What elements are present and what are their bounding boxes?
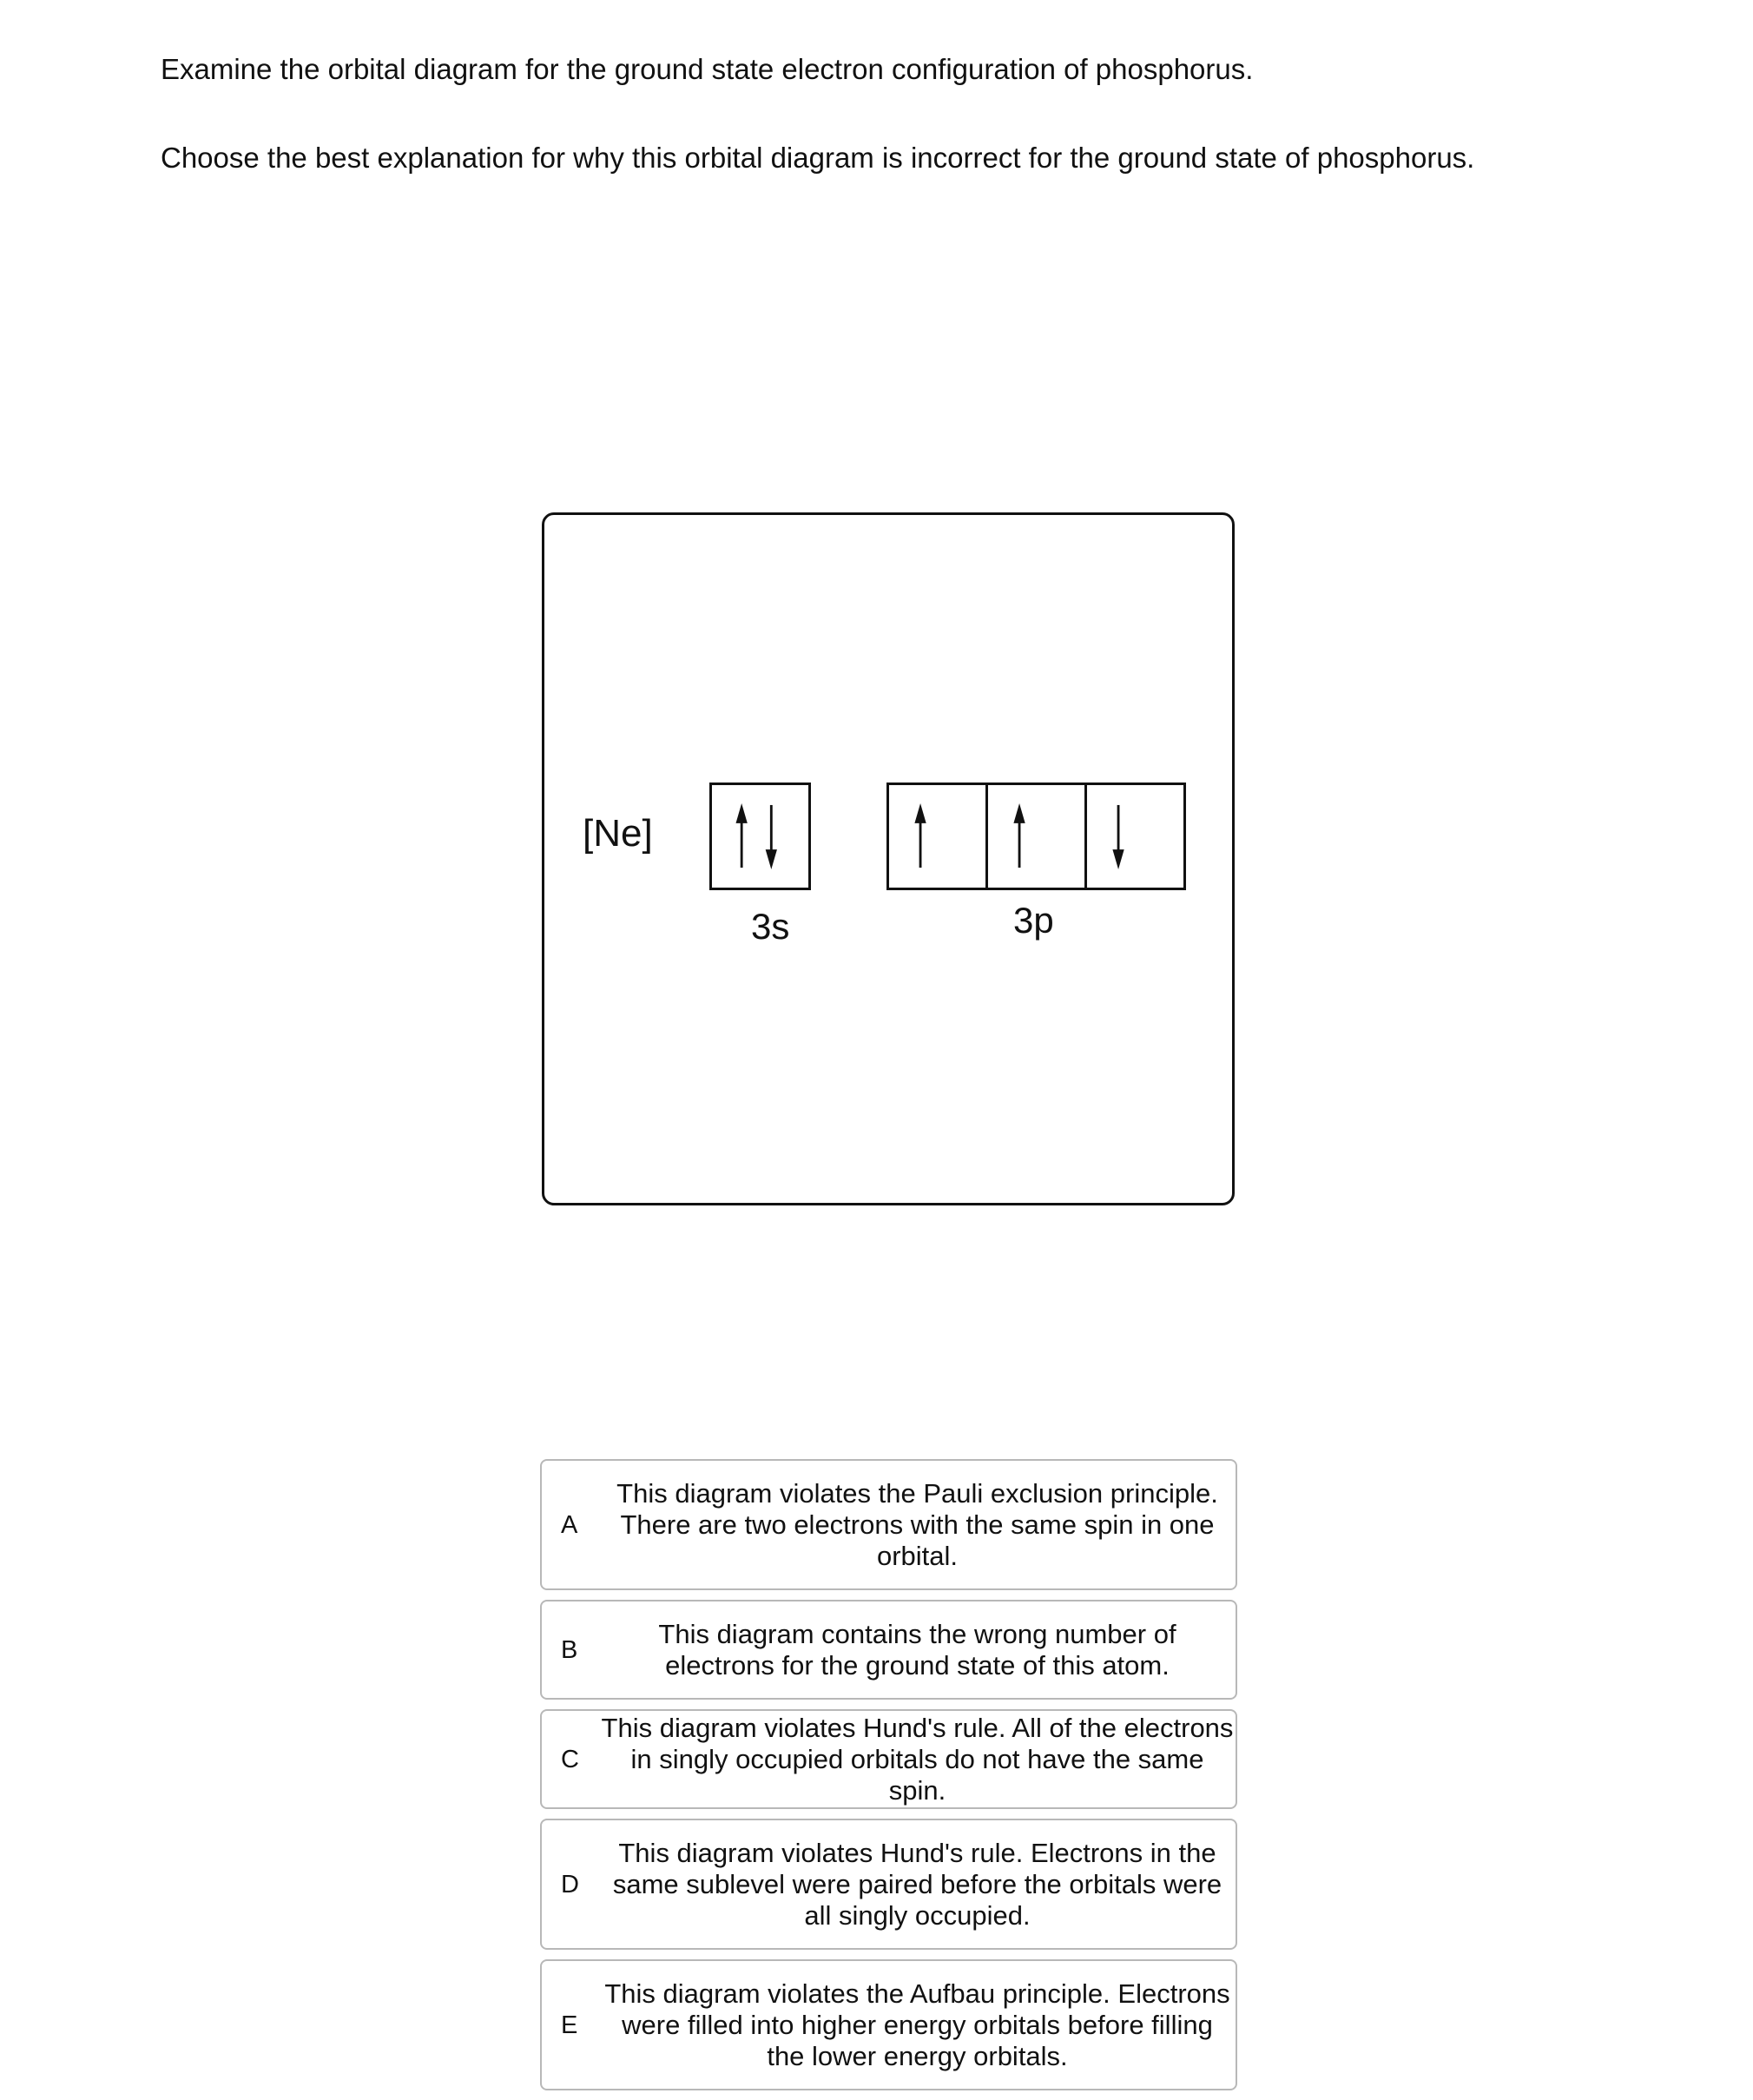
electron-arrows: [712, 785, 808, 888]
question-instruction: Choose the best explanation for why this orbital diagram is incorrect for the ground state of phosphorus.: [161, 142, 1475, 174]
choice-text: This diagram violates Hund's rule. All of the electrons in singly occupied orbitals do not have the same spin.: [601, 1712, 1234, 1806]
choice-c[interactable]: [540, 1709, 1237, 1809]
choice-letter: A: [561, 1510, 578, 1539]
orbital-group-3p: [886, 783, 1186, 890]
choice-letter: E: [561, 2011, 578, 2039]
electron-arrows: [889, 785, 985, 888]
orbital-box-3p-2: [985, 783, 1087, 890]
choice-d[interactable]: [540, 1819, 1237, 1950]
choice-letter: C: [561, 1745, 579, 1773]
choice-b[interactable]: [540, 1600, 1237, 1700]
orbital-box-3s: [709, 783, 811, 890]
spin-up-arrow-icon: [914, 803, 926, 868]
question-text: Examine the orbital diagram for the ground state electron configuration of phosphorus.: [161, 53, 1254, 85]
choice-text: This diagram violates the Aufbau principle. Electrons were filled into higher energy orbitals before filling the lower energy orbitals.: [604, 1978, 1230, 2071]
spin-down-arrow-icon: [1112, 805, 1124, 869]
choice-letter: B: [561, 1635, 578, 1664]
orbital-diagram: [542, 512, 1235, 1205]
choice-letter: D: [561, 1870, 579, 1899]
choice-e[interactable]: [540, 1959, 1237, 2090]
orbital-group-3s: [709, 783, 811, 890]
choice-a[interactable]: [540, 1459, 1237, 1590]
spin-up-arrow-icon: [1013, 803, 1025, 868]
noble-gas-core-label: [Ne]: [583, 812, 653, 855]
electron-arrows: [988, 785, 1084, 888]
sublevel-label-3s: 3s: [751, 906, 790, 947]
spin-up-arrow-icon: [736, 803, 748, 868]
electron-arrows: [1087, 785, 1183, 888]
answer-choices: [540, 1459, 1237, 2100]
sublevel-label-3p: 3p: [1013, 900, 1054, 941]
orbital-box-3p-1: [886, 783, 988, 890]
choice-text: This diagram violates Hund's rule. Electrons in the same sublevel were paired before the orbitals were all singly occupied.: [612, 1837, 1222, 1931]
orbital-box-3p-3: [1084, 783, 1186, 890]
choice-text: This diagram contains the wrong number of electrons for the ground state of this atom.: [658, 1618, 1176, 1681]
choice-text: This diagram violates the Pauli exclusion principle. There are two electrons with the same spin in one orbital.: [616, 1477, 1218, 1571]
spin-down-arrow-icon: [766, 805, 777, 869]
